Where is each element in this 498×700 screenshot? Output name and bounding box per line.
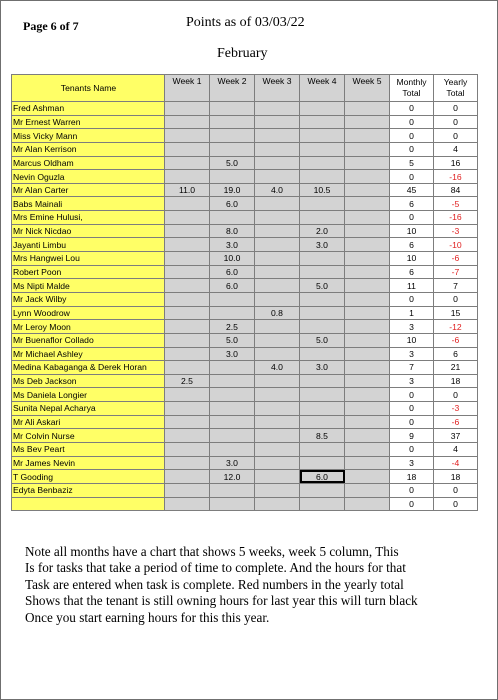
week-5-cell (345, 470, 390, 484)
week-5-cell (345, 388, 390, 402)
table-row (12, 415, 478, 429)
table-row (12, 183, 478, 197)
week-1-cell (165, 415, 210, 429)
tenant-name-cell: Ms Daniela Longier (12, 388, 165, 402)
yearly-total-cell: 0 (434, 483, 478, 497)
week-5-cell (345, 156, 390, 170)
table-row (12, 374, 478, 388)
yearly-total-cell: 7 (434, 279, 478, 293)
week-5-cell (345, 333, 390, 347)
monthly-total-cell: 0 (390, 129, 434, 143)
page-number: Page 6 of 7 (23, 19, 79, 33)
week-2-cell (210, 415, 255, 429)
week-3-cell (255, 388, 300, 402)
week-4-cell: 5.0 (300, 333, 345, 347)
tenant-name-cell: Mr Alan Kerrison (12, 142, 165, 156)
yearly-total-cell: -3 (434, 224, 478, 238)
table-row (12, 402, 478, 416)
table-row (12, 238, 478, 252)
col-header-week-5: Week 5 (345, 75, 390, 102)
monthly-total-cell: 0 (390, 292, 434, 306)
yearly-total-cell: -6 (434, 415, 478, 429)
table-row (12, 279, 478, 293)
week-2-cell (210, 306, 255, 320)
monthly-total-cell: 18 (390, 470, 434, 484)
yearly-total-cell: 0 (434, 497, 478, 511)
week-1-cell (165, 306, 210, 320)
week-4-cell (300, 306, 345, 320)
monthly-total-cell: 10 (390, 224, 434, 238)
yearly-total-cell: -4 (434, 456, 478, 470)
week-2-cell: 5.0 (210, 156, 255, 170)
week-1-cell (165, 252, 210, 266)
week-5-cell (345, 252, 390, 266)
monthly-total-cell: 11 (390, 279, 434, 293)
week-5-cell (345, 347, 390, 361)
week-1-cell: 2.5 (165, 374, 210, 388)
week-1-cell (165, 292, 210, 306)
monthly-total-cell: 10 (390, 333, 434, 347)
week-2-cell: 19.0 (210, 183, 255, 197)
tenant-name-cell: Robert Poon (12, 265, 165, 279)
week-5-cell (345, 415, 390, 429)
table-row (12, 102, 478, 116)
tenant-name-cell: Edyta Benbaziz (12, 483, 165, 497)
table-row (12, 443, 478, 457)
week-2-cell (210, 170, 255, 184)
week-2-cell: 8.0 (210, 224, 255, 238)
table-row (12, 142, 478, 156)
week-4-cell (300, 156, 345, 170)
tenant-name-cell: Mr Ernest Warren (12, 115, 165, 129)
week-1-cell (165, 102, 210, 116)
monthly-total-cell: 0 (390, 415, 434, 429)
week-1-cell (165, 265, 210, 279)
note-line: Task are entered when task is complete. Red numbers in the yearly total (25, 576, 404, 592)
monthly-total-cell: 6 (390, 238, 434, 252)
week-4-cell (300, 170, 345, 184)
week-4-cell (300, 320, 345, 334)
week-3-cell (255, 415, 300, 429)
week-3-cell (255, 197, 300, 211)
yearly-total-cell: 16 (434, 156, 478, 170)
monthly-total-cell: 0 (390, 170, 434, 184)
table-row (12, 292, 478, 306)
week-4-cell (300, 129, 345, 143)
monthly-total-cell: 0 (390, 402, 434, 416)
week-1-cell (165, 429, 210, 443)
yearly-total-cell: -16 (434, 170, 478, 184)
monthly-total-cell: 0 (390, 497, 434, 511)
week-4-cell (300, 483, 345, 497)
monthly-total-cell: 0 (390, 443, 434, 457)
table-row (12, 211, 478, 225)
tenant-name-cell: Ms Nipti Malde (12, 279, 165, 293)
week-5-cell (345, 320, 390, 334)
monthly-total-cell: 3 (390, 374, 434, 388)
yearly-total-cell: 0 (434, 388, 478, 402)
yearly-total-cell: -12 (434, 320, 478, 334)
week-2-cell (210, 443, 255, 457)
points-date: Points as of 03/03/22 (186, 15, 305, 30)
week-2-cell (210, 129, 255, 143)
tenant-name-cell: T Gooding (12, 470, 165, 484)
monthly-total-cell: 3 (390, 347, 434, 361)
yearly-total-cell: -16 (434, 211, 478, 225)
tenant-name-cell: Miss Vicky Mann (12, 129, 165, 143)
tenant-name-cell: Mr Michael Ashley (12, 347, 165, 361)
week-4-cell (300, 388, 345, 402)
week-2-cell (210, 497, 255, 511)
week-2-cell (210, 292, 255, 306)
week-2-cell: 6.0 (210, 197, 255, 211)
week-2-cell: 12.0 (210, 470, 255, 484)
week-1-cell (165, 402, 210, 416)
week-5-cell (345, 279, 390, 293)
week-4-cell (300, 142, 345, 156)
table-row (12, 156, 478, 170)
week-1-cell (165, 238, 210, 252)
week-1-cell (165, 170, 210, 184)
week-4-cell: 3.0 (300, 361, 345, 375)
week-1-cell (165, 470, 210, 484)
note-line: Is for tasks that take a period of time to complete. And the hours for that (25, 560, 406, 576)
tenant-name-cell: Mr Buenaflor Collado (12, 333, 165, 347)
tenant-name-cell: Mr Nick Nicdao (12, 224, 165, 238)
yearly-total-cell: 21 (434, 361, 478, 375)
monthly-total-cell: 1 (390, 306, 434, 320)
week-5-cell (345, 483, 390, 497)
table-row (12, 306, 478, 320)
week-5-cell (345, 224, 390, 238)
week-2-cell: 10.0 (210, 252, 255, 266)
monthly-total-cell: 0 (390, 102, 434, 116)
week-1-cell (165, 197, 210, 211)
yearly-total-cell: 84 (434, 183, 478, 197)
yearly-total-cell: -6 (434, 333, 478, 347)
week-5-cell (345, 129, 390, 143)
yearly-total-cell: -5 (434, 197, 478, 211)
monthly-total-cell: 0 (390, 483, 434, 497)
table-row (12, 347, 478, 361)
tenant-name-cell: Mr Colvin Nurse (12, 429, 165, 443)
week-4-cell: 6.0 (300, 470, 345, 484)
week-3-cell (255, 252, 300, 266)
week-5-cell (345, 197, 390, 211)
week-1-cell (165, 497, 210, 511)
tenant-name-cell: Nevin Oguzla (12, 170, 165, 184)
table-row (12, 115, 478, 129)
week-4-cell (300, 102, 345, 116)
table-row (12, 333, 478, 347)
week-4-cell (300, 347, 345, 361)
yearly-total-cell: 37 (434, 429, 478, 443)
monthly-total-cell: 9 (390, 429, 434, 443)
week-1-cell (165, 456, 210, 470)
week-3-cell (255, 456, 300, 470)
yearly-total-cell: 0 (434, 129, 478, 143)
yearly-total-cell: 0 (434, 102, 478, 116)
week-1-cell (165, 224, 210, 238)
yearly-total-cell: 15 (434, 306, 478, 320)
yearly-total-cell: 6 (434, 347, 478, 361)
col-header-monthly-line2: Total (402, 88, 421, 98)
week-2-cell (210, 115, 255, 129)
week-5-cell (345, 429, 390, 443)
tenant-name-cell: Jayanti Limbu (12, 238, 165, 252)
tenant-name-cell: Mr James Nevin (12, 456, 165, 470)
table-row (12, 197, 478, 211)
week-5-cell (345, 142, 390, 156)
week-2-cell: 3.0 (210, 238, 255, 252)
week-1-cell (165, 483, 210, 497)
table-row (12, 388, 478, 402)
tenant-name-cell (12, 497, 165, 511)
tenant-name-cell: Mr Alan Carter (12, 183, 165, 197)
week-5-cell (345, 456, 390, 470)
table-row (12, 320, 478, 334)
week-2-cell (210, 361, 255, 375)
col-header-week-4: Week 4 (300, 75, 345, 102)
tenant-name-cell: Marcus Oldham (12, 156, 165, 170)
explanatory-note (25, 544, 485, 626)
week-3-cell (255, 292, 300, 306)
month-title: February (217, 46, 268, 61)
yearly-total-cell: 18 (434, 374, 478, 388)
table-row (12, 483, 478, 497)
week-5-cell (345, 238, 390, 252)
week-3-cell: 4.0 (255, 361, 300, 375)
table-row (12, 170, 478, 184)
week-4-cell (300, 292, 345, 306)
yearly-total-cell: -3 (434, 402, 478, 416)
week-3-cell (255, 142, 300, 156)
col-header-yearly-line2: Total (446, 88, 465, 98)
week-3-cell (255, 211, 300, 225)
week-3-cell: 4.0 (255, 183, 300, 197)
tenant-name-cell: Mr Jack Wilby (12, 292, 165, 306)
monthly-total-cell: 0 (390, 115, 434, 129)
table-row (12, 129, 478, 143)
week-1-cell (165, 279, 210, 293)
monthly-total-cell: 10 (390, 252, 434, 266)
week-2-cell (210, 211, 255, 225)
week-4-cell (300, 456, 345, 470)
week-4-cell (300, 265, 345, 279)
yearly-total-cell: 4 (434, 443, 478, 457)
yearly-total-cell: 4 (434, 142, 478, 156)
week-2-cell (210, 142, 255, 156)
col-header-monthly-line1: Monthly (396, 77, 427, 87)
tenant-name-cell: Mrs Emine Hulusi, (12, 211, 165, 225)
week-3-cell (255, 374, 300, 388)
week-3-cell: 0.8 (255, 306, 300, 320)
yearly-total-cell: -6 (434, 252, 478, 266)
week-3-cell (255, 347, 300, 361)
table-header-row (12, 75, 478, 102)
week-3-cell (255, 156, 300, 170)
week-2-cell: 6.0 (210, 279, 255, 293)
week-2-cell: 3.0 (210, 347, 255, 361)
tenant-name-cell: Ms Deb Jackson (12, 374, 165, 388)
week-3-cell (255, 333, 300, 347)
monthly-total-cell: 45 (390, 183, 434, 197)
week-5-cell (345, 211, 390, 225)
week-5-cell (345, 497, 390, 511)
tenant-name-cell: Mr Ali Askari (12, 415, 165, 429)
week-4-cell (300, 115, 345, 129)
week-3-cell (255, 102, 300, 116)
monthly-total-cell: 0 (390, 142, 434, 156)
week-1-cell (165, 211, 210, 225)
week-4-cell (300, 497, 345, 511)
table-row (12, 265, 478, 279)
week-5-cell (345, 183, 390, 197)
week-3-cell (255, 320, 300, 334)
week-4-cell (300, 197, 345, 211)
tenant-name-cell: Babs Mainali (12, 197, 165, 211)
week-2-cell: 2.5 (210, 320, 255, 334)
week-2-cell: 3.0 (210, 456, 255, 470)
week-4-cell (300, 252, 345, 266)
table-row (12, 470, 478, 484)
monthly-total-cell: 0 (390, 211, 434, 225)
tenant-name-cell: Medina Kabaganga & Derek Horan (12, 361, 165, 375)
week-3-cell (255, 470, 300, 484)
table-row (12, 456, 478, 470)
table-row (12, 252, 478, 266)
monthly-total-cell: 6 (390, 197, 434, 211)
yearly-total-cell: 18 (434, 470, 478, 484)
week-5-cell (345, 102, 390, 116)
yearly-total-cell: -10 (434, 238, 478, 252)
col-header-monthly-total (390, 75, 434, 102)
yearly-total-cell: 0 (434, 292, 478, 306)
col-header-week-3: Week 3 (255, 75, 300, 102)
week-3-cell (255, 483, 300, 497)
week-1-cell (165, 347, 210, 361)
week-2-cell (210, 483, 255, 497)
week-2-cell (210, 102, 255, 116)
week-3-cell (255, 115, 300, 129)
yearly-total-cell: -7 (434, 265, 478, 279)
week-5-cell (345, 361, 390, 375)
week-1-cell (165, 115, 210, 129)
monthly-total-cell: 5 (390, 156, 434, 170)
week-5-cell (345, 402, 390, 416)
week-4-cell: 5.0 (300, 279, 345, 293)
col-header-tenant-name: Tenants Name (12, 75, 165, 102)
week-3-cell (255, 497, 300, 511)
col-header-week-1: Week 1 (165, 75, 210, 102)
monthly-total-cell: 6 (390, 265, 434, 279)
yearly-total-cell: 0 (434, 115, 478, 129)
week-2-cell (210, 429, 255, 443)
note-line: Note all months have a chart that shows 5 weeks, week 5 column, This (25, 544, 399, 559)
week-4-cell: 10.5 (300, 183, 345, 197)
week-5-cell (345, 292, 390, 306)
week-4-cell (300, 443, 345, 457)
week-5-cell (345, 306, 390, 320)
week-1-cell (165, 142, 210, 156)
col-header-yearly-line1: Yearly (443, 77, 468, 87)
week-2-cell: 6.0 (210, 265, 255, 279)
hours-table (11, 74, 478, 511)
tenant-name-cell: Sunita Nepal Acharya (12, 402, 165, 416)
tenant-name-cell: Mr Leroy Moon (12, 320, 165, 334)
week-5-cell (345, 265, 390, 279)
table-body (12, 102, 478, 511)
week-4-cell: 3.0 (300, 238, 345, 252)
week-1-cell (165, 443, 210, 457)
week-5-cell (345, 170, 390, 184)
week-3-cell (255, 429, 300, 443)
week-2-cell (210, 388, 255, 402)
week-4-cell (300, 402, 345, 416)
week-3-cell (255, 265, 300, 279)
week-4-cell: 2.0 (300, 224, 345, 238)
table-row (12, 497, 478, 511)
col-header-week-2: Week 2 (210, 75, 255, 102)
tenant-name-cell: Fred Ashman (12, 102, 165, 116)
tenant-name-cell: Lynn Woodrow (12, 306, 165, 320)
week-1-cell (165, 129, 210, 143)
week-3-cell (255, 402, 300, 416)
week-5-cell (345, 443, 390, 457)
week-3-cell (255, 129, 300, 143)
tenant-name-cell: Mrs Hangwei Lou (12, 252, 165, 266)
week-1-cell (165, 156, 210, 170)
week-2-cell (210, 402, 255, 416)
week-1-cell: 11.0 (165, 183, 210, 197)
table-row (12, 224, 478, 238)
col-header-yearly-total (434, 75, 478, 102)
week-1-cell (165, 361, 210, 375)
monthly-total-cell: 3 (390, 456, 434, 470)
monthly-total-cell: 0 (390, 388, 434, 402)
week-4-cell (300, 211, 345, 225)
week-2-cell (210, 374, 255, 388)
week-3-cell (255, 279, 300, 293)
week-5-cell (345, 115, 390, 129)
week-1-cell (165, 320, 210, 334)
week-4-cell: 8.5 (300, 429, 345, 443)
week-1-cell (165, 333, 210, 347)
table-row (12, 361, 478, 375)
week-5-cell (345, 374, 390, 388)
week-3-cell (255, 238, 300, 252)
week-3-cell (255, 224, 300, 238)
note-line: Once you start earning hours for this this year. (25, 609, 270, 625)
week-4-cell (300, 374, 345, 388)
week-2-cell: 5.0 (210, 333, 255, 347)
week-3-cell (255, 170, 300, 184)
week-1-cell (165, 388, 210, 402)
monthly-total-cell: 7 (390, 361, 434, 375)
week-3-cell (255, 443, 300, 457)
tenant-name-cell: Ms Bev Peart (12, 443, 165, 457)
table-row (12, 429, 478, 443)
note-line: Shows that the tenant is still owning hours for last year this will turn black (25, 593, 418, 609)
week-4-cell (300, 415, 345, 429)
monthly-total-cell: 3 (390, 320, 434, 334)
